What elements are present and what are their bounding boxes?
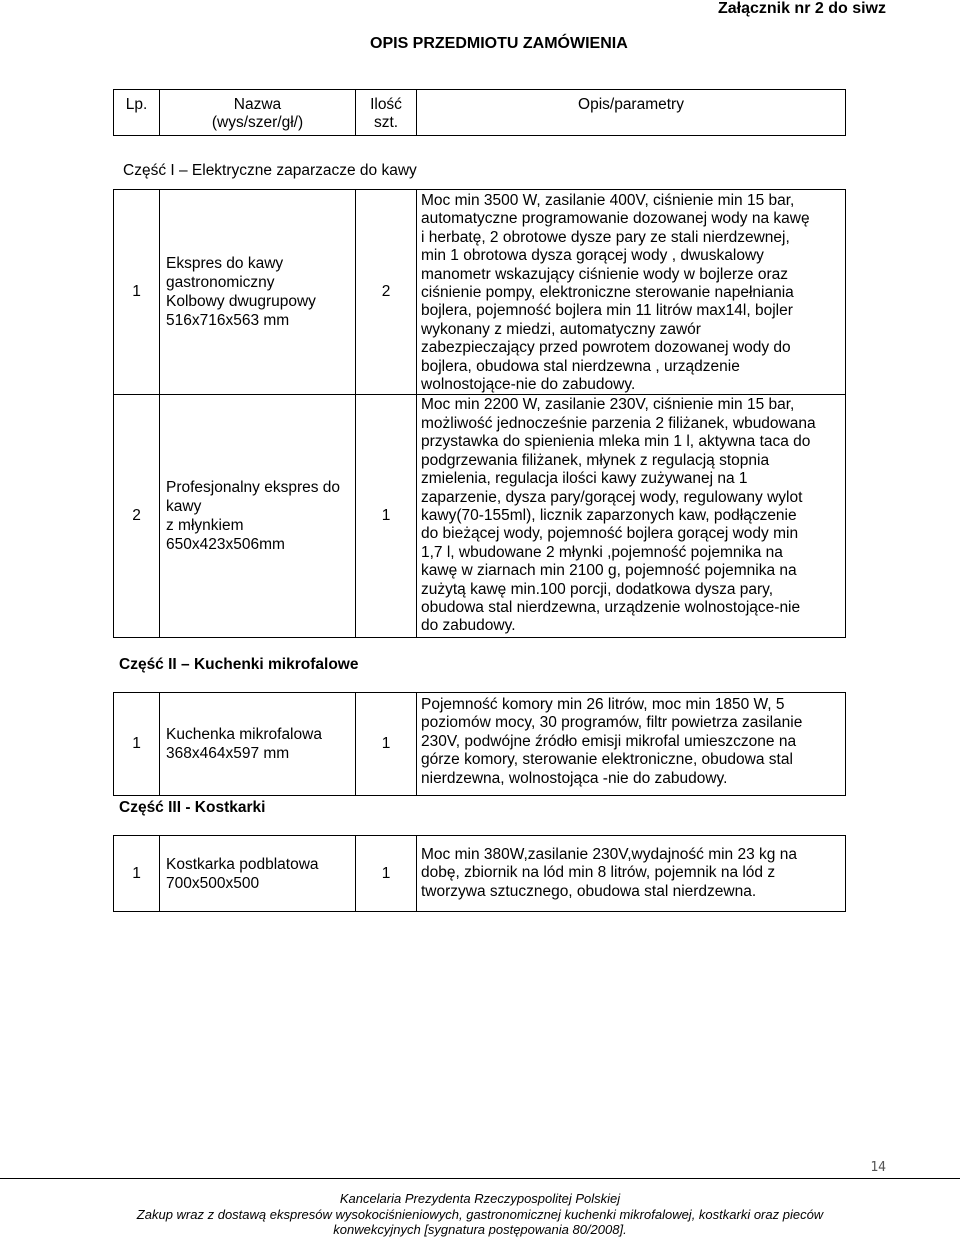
name-line: Kolbowy dwugrupowy [166, 293, 316, 311]
desc-line: wolnostojące-nie do zabudowy. [421, 376, 636, 394]
row-lp: 1 [114, 693, 160, 796]
desc-line: Moc min 380W,zasilanie 230V,wydajność min 23 kg na [421, 846, 797, 863]
desc-line: zmielenia, regulacja ilości kawy zużywanej na 1 [421, 470, 748, 488]
desc-line: bojlera, obudowa stal nierdzewna , urządzenie [421, 357, 740, 375]
desc-line: ciśnienie pompy, elektroniczne sterowanie napełniania [421, 284, 794, 302]
desc-line: zabezpieczający przed powrotem dozowanej wody do [421, 339, 791, 357]
document-title: OPIS PRZEDMIOTU ZAMÓWIENIA [370, 35, 628, 52]
desc-line: dobę, zbiornik na lód min 8 litrów, pojemnik na lód z [421, 864, 776, 882]
desc-line: Moc min 3500 W, zasilanie 400V, ciśnienie min 15 bar, [421, 192, 795, 209]
row-name [160, 395, 356, 638]
desc-line: tworzywa sztucznego, obudowa stal nierdzewna. [421, 882, 757, 900]
desc-line: automatyczne programowanie dozowanej wody na kawę [421, 210, 810, 228]
row-desc [417, 190, 846, 395]
row-lp: 2 [114, 395, 160, 638]
desc-line: do bieżącej wody, pojemność bojlera gorącej wody min [421, 525, 799, 543]
page-number: 14 [870, 1160, 886, 1175]
name-line: Kostkarka podblatowa [166, 855, 319, 873]
desc-line: możliwość jednocześnie parzenia 2 filiżanek, wbudowana [421, 414, 816, 432]
footer-divider [0, 1178, 960, 1179]
desc-line: manometr wskazujący ciśnienie wody w bojlerze oraz [421, 265, 788, 283]
row-lp: 1 [114, 190, 160, 395]
desc-line: do zabudowy. [421, 617, 516, 635]
row-qty: 2 [356, 190, 417, 395]
row-name [160, 190, 356, 395]
name-line: Ekspres do kawy [166, 255, 284, 273]
row-desc [417, 693, 846, 796]
name-line: gastronomiczny [166, 274, 275, 292]
footer-line-3: konwekcyjnych [sygnatura postępowania 80/2008]. [333, 1222, 627, 1237]
row-lp: 1 [114, 836, 160, 912]
table-row [114, 190, 846, 395]
desc-line: Pojemność komory min 26 litrów, moc min 1850 W, 5 [421, 696, 785, 713]
desc-line: kawę w ziarnach min 2100 g, pojemność pojemnika na [421, 562, 797, 580]
row-desc [417, 395, 846, 638]
name-line: Kuchenka mikrofalowa [166, 726, 322, 743]
name-line: kawy [166, 498, 202, 516]
row-name [160, 693, 356, 796]
desc-line: bojlera, pojemność bojlera min 11 litrów max14l, bojler [421, 302, 793, 320]
desc-line: zaparzenie, dysza pary/gorącej wody, regulowany wylot [421, 488, 803, 506]
desc-line: przystawka do spienienia mleka min 1 l, aktywna taca do [421, 433, 811, 451]
name-line: Profesjonalny ekspres do [166, 479, 341, 497]
desc-line: kawy(70-155ml), licznik zaparzonych kaw, podłączenie [421, 506, 797, 524]
annex-label: Załącznik nr 2 do siwz [717, 0, 886, 17]
name-line: 368x464x597 mm [166, 745, 290, 762]
desc-line: min 1 obrotowa dysza gorącej wody , dwuskalowy [421, 247, 764, 265]
header-name [160, 90, 356, 136]
name-line: 516x716x563 mm [166, 312, 290, 330]
desc-line: i herbatę, 2 obrotowe dysze pary ze stali nierdzewnej, [421, 228, 790, 246]
table-row [114, 836, 846, 912]
part-2-table [113, 692, 846, 796]
row-desc [417, 836, 846, 912]
header-desc: Opis/parametry [417, 90, 846, 136]
desc-line: Moc min 2200 W, zasilanie 230V, ciśnienie min 15 bar, [421, 396, 795, 414]
table-row [114, 395, 846, 638]
row-qty: 1 [356, 395, 417, 638]
part-2-title: Część II – Kuchenki mikrofalowe [119, 656, 359, 673]
desc-line: 230V, podwójne źródło emisji mikrofal umieszczone na [421, 732, 797, 750]
header-name-line1: Nazwa [233, 96, 282, 113]
desc-line: górze komory, sterowanie elektroniczne, obudowa stal [421, 751, 793, 769]
footer-line-2: Zakup wraz z dostawą ekspresów wysokociśnieniowych, gastronomicznej kuchenki mikrofalowej, kostkarki oraz pieców [136, 1207, 824, 1222]
row-qty: 1 [356, 693, 417, 796]
row-qty: 1 [356, 836, 417, 912]
desc-line: nierdzewna, wolnostojąca -nie do zabudowy. [421, 769, 728, 787]
header-lp: Lp. [114, 90, 160, 136]
name-line: 700x500x500 [166, 874, 260, 892]
desc-line: podgrzewania filiżanek, młynek z regulacją stopnia [421, 451, 770, 469]
header-qty-line2: szt. [373, 114, 399, 131]
header-name-line2: (wys/szer/gł/) [211, 114, 304, 131]
name-line: 650x423x506mm [166, 536, 285, 554]
part-1-title: Część I – Elektryczne zaparzacze do kawy [123, 162, 417, 179]
header-qty-line1: Ilość [370, 96, 402, 113]
desc-line: poziomów mocy, 30 programów, filtr powietrza zasilanie [421, 714, 803, 732]
header-qty [356, 90, 417, 136]
desc-line: 1,7 l, wbudowane 2 młynki ,pojemność pojemnika na [421, 543, 783, 561]
name-line: z młynkiem [166, 517, 244, 535]
table-row [114, 693, 846, 796]
header-table [113, 89, 846, 136]
part-3-title: Część III - Kostkarki [119, 799, 266, 816]
part-1-table [113, 189, 846, 638]
desc-line: obudowa stal nierdzewna, urządzenie wolnostojące-nie [421, 598, 801, 616]
footer-line-1: Kancelaria Prezydenta Rzeczypospolitej Polskiej [339, 1191, 621, 1206]
part-3-table [113, 835, 846, 912]
desc-line: zużytą kawę min.100 porcji, dodatkowa dysza pary, [421, 580, 774, 598]
row-name [160, 836, 356, 912]
desc-line: wykonany z miedzi, automatyczny zawór [421, 320, 701, 338]
